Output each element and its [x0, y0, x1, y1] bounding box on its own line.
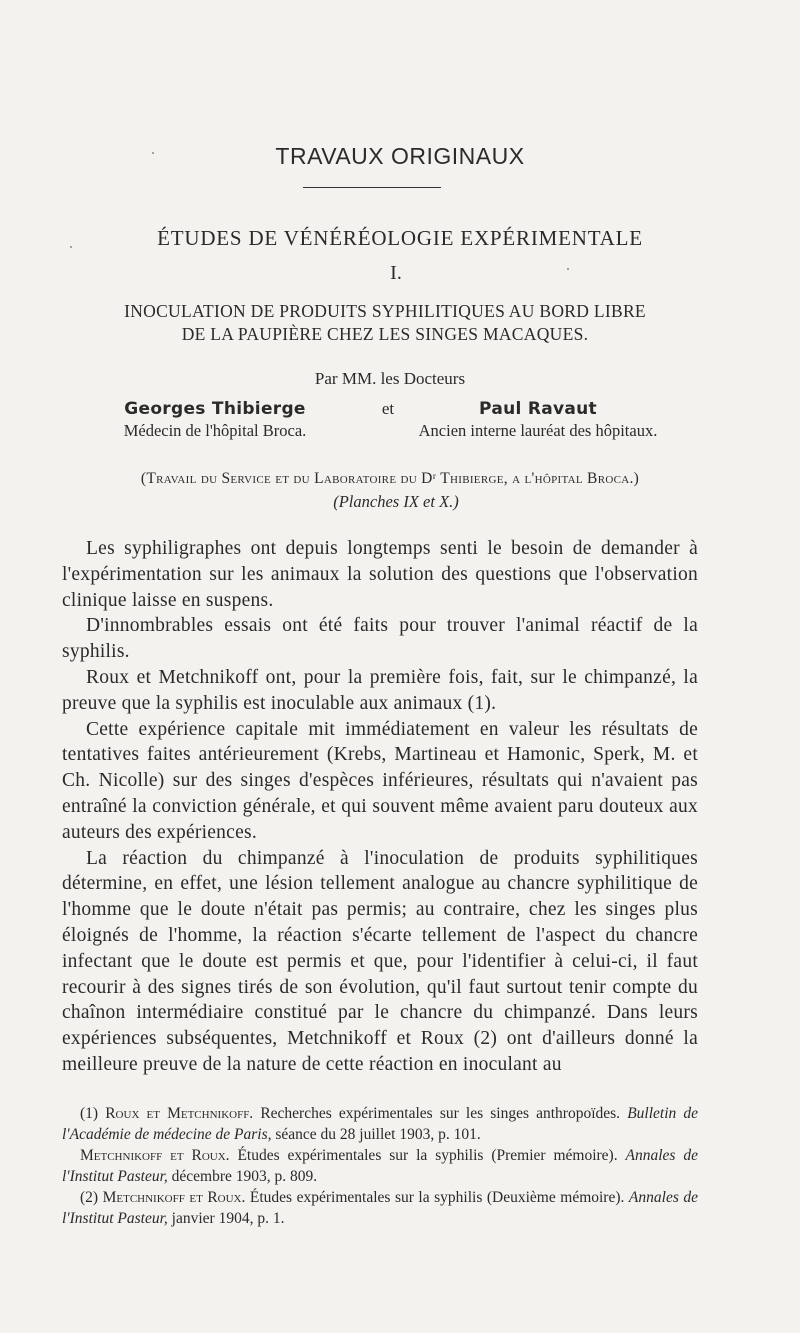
- author-1: [80, 398, 350, 442]
- section-heading: TRAVAUX ORIGINAUX: [275, 143, 525, 169]
- authors-row: [80, 398, 690, 448]
- footnote-1b-text: Études expérimentales sur la syphilis (Premier mémoire).: [237, 1147, 618, 1164]
- subtitle-line-2: DE LA PAUPIÈRE CHEZ LES SINGES MACAQUES.: [181, 324, 589, 344]
- paragraph-2: D'innombrables essais ont été faits pour trouver l'animal réactif de la syphilis.: [62, 615, 698, 663]
- footnote-1b-rest: décembre 1903, p. 809.: [171, 1168, 318, 1185]
- footnote-2-rest: janvier 1904, p. 1.: [171, 1210, 285, 1227]
- footnote-2-authors: Metchnikoff et Roux.: [102, 1189, 246, 1206]
- author-2-name: Paul Ravaut: [479, 399, 597, 419]
- footnote-1-journal: Bulletin de l'Académie de médecine de Paris,: [62, 1105, 699, 1143]
- subtitle-line-1: INOCULATION DE PRODUITS SYPHILITIQUES AU BORD LIBRE: [124, 301, 646, 321]
- plates-reference: (Planches IX et X.): [333, 492, 459, 511]
- footnote-1b-authors: Metchnikoff et Roux.: [80, 1147, 230, 1164]
- paragraph-1: Les syphiligraphes ont depuis longtemps senti le besoin de demander à l'expérimentation sur les animaux la solution des questions que l'observation clinique laisse en suspens.: [62, 538, 698, 611]
- footnotes: [62, 1103, 698, 1229]
- author-conjunction: et: [381, 399, 395, 418]
- heading-rule: [303, 187, 441, 188]
- article-subtitle: [80, 300, 690, 346]
- paragraph-5: La réaction du chimpanzé à l'inoculation de produits syphilitiques détermine, en effet, une lésion tellement analogue au chancre syphilitique de l'homme que le doute n'était pas permis; au contraire, chez les singes plus éloignés de l'homme, la réaction s'écarte tellement de l'aspect du chancre infectant que le doute est permis et que, pour l'identifier à celui-ci, il faut recourir à des signes tirés de son évolution, qu'il faut surtout tenir compte du chaînon intermédiaire constitué par le chancre du chimpanzé. Dans leurs expériences subséquentes, Metchnikoff et Roux (2) ont d'ailleurs donné la meilleure preuve de la nature de cette réaction en inoculant au: [62, 847, 698, 1075]
- article-body: [62, 536, 698, 1078]
- footnote-1-marker: (1): [80, 1105, 99, 1122]
- footnote-2-marker: (2): [80, 1189, 99, 1206]
- footnote-1-text: Recherches expérimentales sur les singes anthropoïdes.: [260, 1105, 621, 1122]
- article-title: ÉTUDES DE VÉNÉRÉOLOGIE EXPÉRIMENTALE: [157, 226, 643, 250]
- paper-speck: [152, 152, 154, 154]
- author-2-role: Ancien interne lauréat des hôpitaux.: [418, 421, 658, 440]
- footnote-2-journal: Annales de l'Institut Pasteur,: [62, 1189, 699, 1227]
- footnote-1: [62, 1103, 698, 1145]
- author-1-name: Georges Thibierge: [124, 399, 306, 419]
- paper-speck: [70, 246, 72, 248]
- laboratory-credit: (Travail du Service et du Laboratoire du Dʳ Thibierge, a l'hôpital Broca.): [140, 470, 640, 487]
- author-1-role: Médecin de l'hôpital Broca.: [123, 421, 307, 440]
- footnote-1b-journal: Annales de l'Institut Pasteur,: [62, 1147, 698, 1185]
- paper-speck: [567, 268, 569, 270]
- footnote-2-text: Études expérimentales sur la syphilis (Deuxième mémoire).: [249, 1189, 625, 1206]
- footnote-1-rest: séance du 28 juillet 1903, p. 101.: [275, 1126, 481, 1143]
- footnote-2: [62, 1187, 698, 1229]
- byline-intro: Par MM. les Docteurs: [314, 369, 466, 388]
- footnote-1b: [62, 1145, 698, 1187]
- author-2: [378, 398, 698, 442]
- paragraph-4: Cette expérience capitale mit immédiatement en valeur les résultats de tentatives faites antérieurement (Krebs, Martineau et Hamonic, Sperk, M. et Ch. Nicolle) sur des singes d'espèces inférieures, résultats qui n'avaient pas entraîné la conviction générale, et qui souvent même avaient paru douteux aux auteurs des expériences.: [62, 718, 698, 843]
- part-number: I.: [390, 262, 402, 284]
- footnote-1-authors: Roux et Metchnikoff.: [105, 1105, 254, 1122]
- paragraph-3: Roux et Metchnikoff ont, pour la première fois, fait, sur le chimpanzé, la preuve que la syphilis est inoculable aux animaux (1).: [62, 666, 698, 714]
